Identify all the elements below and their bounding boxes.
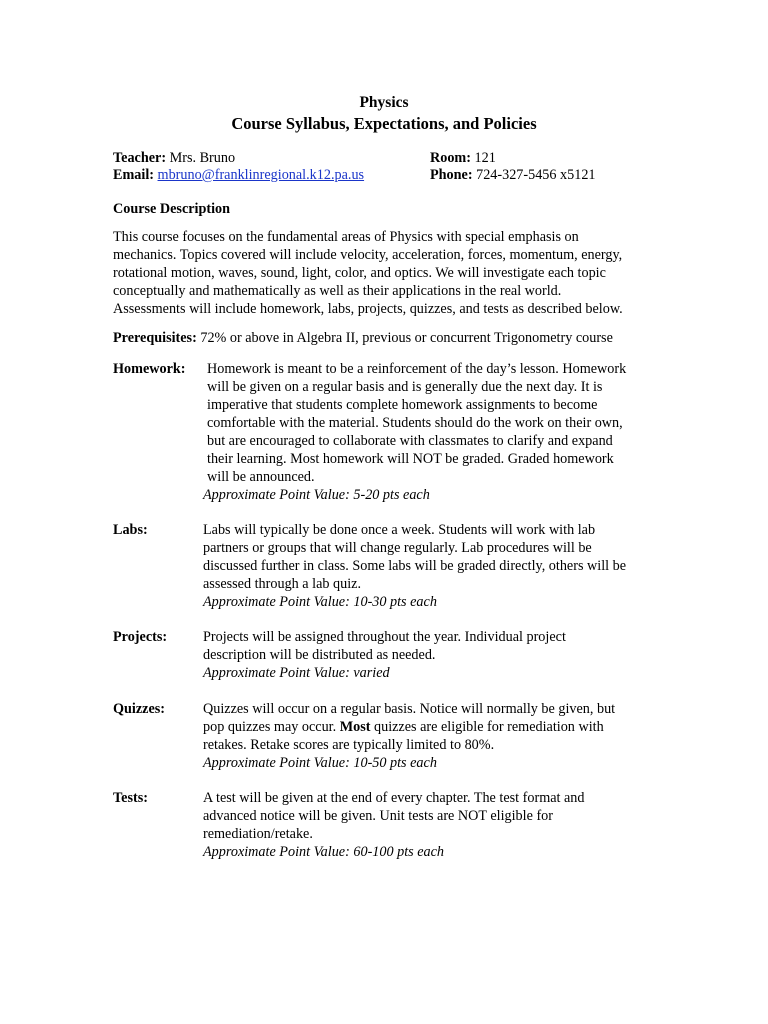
room-row [430,149,496,167]
projects-line: Projects will be assigned throughout the year. Individual project [203,629,566,645]
homework-section [207,360,626,486]
labs-line: Labs will typically be done once a week. Students will work with lab [203,522,596,538]
homework-points: Approximate Point Value: 5-20 pts each [203,487,430,503]
room-label: Room: [430,150,471,166]
homework-line: will be announced. [207,469,315,485]
tests-line: A test will be given at the end of every chapter. The test format and [203,790,585,806]
quizzes-line: Quizzes will occur on a regular basis. Notice will normally be given, but [203,701,616,717]
document-title: Physics [359,94,409,111]
email-row [113,166,364,184]
quizzes-line [203,718,615,736]
quizzes-line2-start: pop quizzes may occur. [203,719,340,735]
tests-label: Tests: [113,790,148,806]
homework-line: their learning. Most homework will NOT be graded. Graded homework [207,451,614,467]
labs-section [203,521,626,611]
description-line: mechanics. Topics covered will include velocity, acceleration, forces, momentum, energy, [113,247,623,263]
prerequisites-label: Prerequisites: [113,330,197,346]
phone-value: 724-327-5456 x5121 [476,167,596,183]
quizzes-points: Approximate Point Value: 10-50 pts each [203,755,437,771]
room-value: 121 [474,150,496,166]
phone-row [430,166,596,184]
labs-line: discussed further in class. Some labs will be graded directly, others will be [203,558,627,574]
homework-line: will be given on a regular basis and is generally due the next day. It is [207,379,603,395]
course-description-heading: Course Description [113,201,231,217]
projects-line: description will be distributed as needed. [203,647,436,663]
prerequisites-text: 72% or above in Algebra II, previous or concurrent Trigonometry course [200,330,613,346]
tests-section [203,789,585,861]
projects-points: Approximate Point Value: varied [203,665,390,681]
projects-section [203,628,566,682]
email-label: Email: [113,167,154,183]
tests-line: advanced notice will be given. Unit tests are NOT eligible for [203,808,553,824]
projects-label: Projects: [113,629,168,645]
document-subtitle: Course Syllabus, Expectations, and Policies [231,114,537,133]
quizzes-line2-emphasis: Most [339,719,371,735]
labs-points: Approximate Point Value: 10-30 pts each [203,594,437,610]
quizzes-label: Quizzes: [113,701,166,717]
homework-line: comfortable with the material. Students should do the work on their own, [207,415,623,431]
teacher-label: Teacher: [113,150,167,166]
phone-label: Phone: [430,167,473,183]
teacher-value: Mrs. Bruno [169,150,236,166]
description-line: Assessments will include homework, labs, projects, quizzes, and tests as described below. [113,301,623,317]
course-description-text [113,228,623,318]
description-line: rotational motion, waves, sound, light, color, and optics. We will investigate each topic [113,265,606,281]
email-link[interactable]: mbruno@franklinregional.k12.pa.us [157,167,365,183]
homework-line: but are encouraged to collaborate with classmates to clarify and expand [207,433,613,449]
labs-label: Labs: [113,522,148,538]
quizzes-section [203,700,615,772]
tests-line: remediation/retake. [203,826,313,842]
quizzes-line2-end: quizzes are eligible for remediation with [370,719,604,735]
description-line: This course focuses on the fundamental areas of Physics with special emphasis on [113,229,579,245]
homework-label: Homework: [113,361,186,377]
labs-line: assessed through a lab quiz. [203,576,361,592]
prerequisites-row [113,329,613,347]
labs-line: partners or groups that will change regularly. Lab procedures will be [203,540,592,556]
tests-points: Approximate Point Value: 60-100 pts each [203,844,445,860]
teacher-row [113,149,235,167]
homework-line: Homework is meant to be a reinforcement of the day’s lesson. Homework [207,361,627,377]
quizzes-line: retakes. Retake scores are typically limited to 80%. [203,737,495,753]
homework-line: imperative that students complete homework assignments to become [207,397,598,413]
description-line: conceptually and mathematically as well as their applications in the real world. [113,283,562,299]
